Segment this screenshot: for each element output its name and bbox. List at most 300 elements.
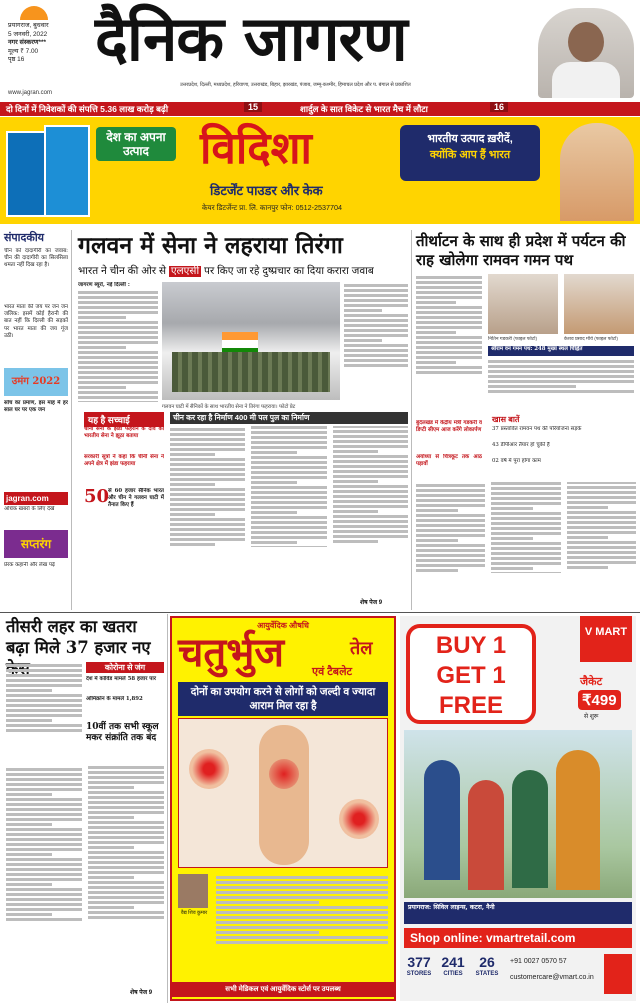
ticker-left[interactable]: दो दिनों में निवेशकों की संपत्ति 5.36 लाख करोड़ बढ़ी: [6, 104, 169, 114]
sidebar-saptrang-sub: प्रेरक कहानी और लेख पढ़ें: [4, 562, 55, 568]
covid-body-col-1: [6, 662, 82, 762]
sidebar-new-year: उमंग 2022: [4, 368, 68, 396]
text-line: [333, 455, 408, 458]
ad-right-box: [400, 125, 540, 181]
text-line: [216, 916, 388, 919]
text-line: [416, 544, 485, 547]
text-line: [491, 517, 560, 520]
text-line: [251, 466, 326, 469]
vmart-cities: 241: [441, 954, 465, 970]
text-line: [88, 766, 164, 769]
text-line: [416, 559, 485, 562]
vmart-address: प्रयागराज: सिविल लाइन्स, कटरा, नैनी: [404, 902, 632, 924]
detergent-packs: [6, 125, 92, 219]
newspaper-title: दैनिक जागरण: [95, 2, 407, 75]
text-line: [416, 554, 485, 557]
text-line: [251, 536, 326, 539]
galwan-photo[interactable]: [162, 282, 340, 400]
text-line: [6, 883, 52, 886]
text-line: [416, 549, 485, 552]
tourism-headline[interactable]: तीर्थाटन के साथ ही प्रदेश में पर्यटन की राह खोलेगा रामवन गमन पथ: [416, 232, 626, 269]
covid-headline[interactable]: तीसरी लहर का खतरा बढ़ा मिले 37 हजार नए: [6, 617, 151, 657]
text-line: [344, 349, 408, 352]
lead-subhead-pre: भारत ने चीन की ओर से: [78, 266, 169, 277]
text-line: [216, 941, 388, 944]
covid-continued[interactable]: शेष पेज 9: [130, 990, 153, 996]
text-line: [78, 326, 158, 329]
vmart-models-photo: [404, 730, 632, 898]
text-line: [344, 354, 408, 357]
tourism-body-col-1: [416, 274, 482, 414]
text-line: [216, 896, 388, 899]
sidebar: [0, 230, 70, 610]
text-line: [88, 791, 164, 794]
vmart-stores: 377: [407, 954, 431, 970]
text-line: [216, 891, 388, 894]
text-line: [170, 488, 245, 491]
text-line: [251, 541, 296, 544]
text-line: [416, 351, 482, 354]
text-line: [333, 530, 408, 533]
gadkari-caption: नितिन गडकरी (फाइल फोटो): [488, 337, 538, 342]
text-line: [88, 866, 164, 869]
vmart-url[interactable]: vmartretail.com: [486, 931, 576, 945]
text-line: [333, 440, 408, 443]
vmart-states-label: STATES: [475, 971, 499, 977]
text-line: [491, 527, 560, 530]
text-line: [6, 848, 82, 851]
vmart-bottom-logo: [604, 954, 632, 994]
text-line: [333, 435, 408, 438]
text-line: [333, 520, 408, 523]
text-line: [416, 361, 456, 364]
text-line: [333, 540, 378, 543]
text-line: [567, 551, 636, 554]
text-line: [416, 569, 458, 572]
text-line: [6, 664, 82, 667]
chaturbhuj-ad[interactable]: [170, 616, 396, 1001]
text-line: [88, 891, 164, 894]
text-line: [251, 461, 326, 464]
text-line: [567, 511, 636, 514]
text-line: [333, 510, 378, 513]
text-line: [333, 505, 408, 508]
text-line: [6, 823, 52, 826]
text-line: [567, 491, 636, 494]
text-line: [170, 453, 215, 456]
text-line: [6, 674, 82, 677]
text-line: [416, 514, 485, 517]
text-line: [170, 498, 245, 501]
text-line: [567, 506, 609, 509]
text-line: [416, 311, 482, 314]
tourism-body-col-2: [488, 358, 634, 408]
khas-header: खास बातें: [492, 415, 520, 424]
text-line: [78, 331, 158, 334]
text-line: [416, 489, 485, 492]
text-line: [216, 926, 388, 929]
text-line: [6, 853, 52, 856]
text-line: [251, 471, 326, 474]
vmart-states: 26: [479, 954, 495, 970]
text-line: [6, 918, 82, 921]
text-line: [251, 431, 326, 434]
text-line: [6, 888, 82, 891]
text-line: [416, 276, 482, 279]
covid-box-header: कोरोना से जंग: [86, 662, 164, 673]
text-line: [78, 356, 158, 359]
text-line: [6, 813, 82, 816]
text-line: [6, 913, 52, 916]
text-line: [416, 286, 482, 289]
text-line: [491, 562, 560, 565]
text-line: [170, 448, 245, 451]
lead-subhead-post: पर किए जा रहे दुष्प्रचार का दिया करारा जवाब: [201, 266, 374, 277]
text-line: [251, 426, 326, 429]
text-line: [567, 536, 609, 539]
text-line: [170, 503, 245, 506]
text-line: [488, 380, 634, 383]
text-line: [344, 339, 382, 342]
text-line: [6, 684, 82, 687]
vmart-email[interactable]: customercare@vmart.co.in: [510, 974, 594, 981]
text-line: [251, 491, 326, 494]
page-count: पृष्ठ 16: [8, 56, 25, 64]
ticker-right[interactable]: शार्दुल के सात विकेट से भारत मैच में लौटा: [300, 104, 428, 114]
lead-headline[interactable]: गलवन में सेना ने लहराया तिरंगा: [78, 232, 343, 259]
lead-body-lower: [170, 426, 408, 598]
text-line: [344, 344, 408, 347]
text-line: [491, 542, 560, 545]
edition: नगर संस्करण***: [8, 39, 46, 47]
text-line: [78, 396, 158, 399]
text-line: [88, 861, 164, 864]
vmart-phone[interactable]: +91 0027 0570 57: [510, 958, 567, 965]
text-line: [344, 294, 408, 297]
truth-point-1: चीनी सेना के झंडा फहराने के दावे को भारतीय सेना ने झूठा बताया: [84, 426, 164, 440]
covid-subhead[interactable]: 10वीं तक सभी स्कूल मकर संक्रांति तक बंद: [86, 722, 159, 743]
text-line: [6, 699, 82, 702]
khas-point-1: 37 प्रस्तावित रामवन पथ की परियोजना सड़कें: [492, 426, 582, 432]
text-line: [416, 281, 482, 284]
text-line: [251, 481, 296, 484]
text-line: [416, 499, 485, 502]
text-line: [88, 796, 164, 799]
text-line: [6, 898, 82, 901]
text-line: [344, 314, 408, 317]
text-line: [88, 806, 164, 809]
lead-subhead: [78, 264, 408, 278]
text-line: [416, 494, 485, 497]
sun-logo: [20, 6, 48, 20]
text-line: [88, 911, 164, 914]
text-line: [6, 669, 82, 672]
text-line: [170, 533, 245, 536]
chaturbhuj-top-label: आयुर्वेदिक औषधि: [257, 621, 309, 630]
text-line: [170, 508, 245, 511]
text-line: [567, 486, 636, 489]
website: www.jagran.com: [8, 90, 53, 96]
lead-body-col-3: [344, 282, 408, 402]
text-line: [6, 788, 82, 791]
text-line: [6, 778, 82, 781]
text-line: [6, 858, 82, 861]
text-line: [567, 566, 609, 569]
text-line: [88, 781, 164, 784]
price: मूल्य ₹ 7.00: [8, 47, 39, 55]
text-line: [251, 496, 326, 499]
text-line: [88, 881, 164, 884]
ad-product: डिटर्जेंट पाउडर और केक: [210, 183, 323, 198]
text-line: [491, 552, 560, 555]
text-line: [333, 495, 408, 498]
text-line: [344, 329, 408, 332]
vidisha-ad[interactable]: [0, 117, 640, 224]
vmart-stats: [404, 954, 504, 994]
text-line: [216, 911, 388, 914]
text-line: [6, 868, 82, 871]
maurya-photo: [564, 274, 634, 334]
text-line: [170, 528, 245, 531]
text-line: [88, 836, 164, 839]
text-line: [416, 331, 456, 334]
text-line: [416, 564, 485, 567]
text-line: [333, 445, 408, 448]
text-line: [251, 486, 326, 489]
galwan-caption: गलवन घाटी में सैनिकों के साथ भारतीय सेना ने तिरंगा फहराया। फोटो प्रेट: [162, 404, 296, 410]
tourism-highlight-2: बुंदेलखंड में केंद्रीय मंत्री गडकरी व डिप्टी सीएम आज करेंगे लोकार्पण: [416, 420, 482, 434]
text-line: [78, 401, 158, 402]
text-line: [491, 567, 533, 570]
text-line: [251, 531, 326, 534]
text-line: [78, 321, 158, 324]
text-line: [88, 841, 164, 844]
text-line: [6, 793, 52, 796]
text-line: [78, 381, 158, 384]
lead-continued[interactable]: शेष पेज 9: [360, 600, 383, 606]
text-line: [88, 771, 164, 774]
text-line: [170, 468, 245, 471]
text-line: [216, 906, 388, 909]
text-line: [6, 798, 82, 801]
text-line: [416, 366, 482, 369]
text-line: [333, 480, 378, 483]
text-line: [88, 811, 164, 814]
text-line: [78, 361, 158, 364]
text-line: [88, 821, 164, 824]
text-line: [6, 719, 52, 722]
text-line: [88, 801, 164, 804]
text-line: [170, 538, 245, 541]
text-line: [416, 519, 485, 522]
text-line: [6, 808, 82, 811]
date: 5 जनवरी, 2022: [8, 30, 48, 38]
text-line: [78, 296, 158, 299]
sidebar-jagran-sub: अधिक खबरों के लिए देखें: [4, 506, 55, 512]
text-line: [6, 908, 82, 911]
text-line: [88, 786, 134, 789]
text-line: [344, 289, 408, 292]
text-line: [170, 483, 215, 486]
text-line: [88, 846, 134, 849]
text-line: [216, 886, 388, 889]
text-line: [78, 391, 158, 394]
text-line: [78, 341, 158, 344]
text-line: [78, 311, 158, 314]
covid-box-point-2: ओमिक्रोन के मामले 1,892: [86, 696, 143, 702]
text-line: [6, 709, 82, 712]
text-line: [251, 456, 326, 459]
text-line: [333, 525, 408, 528]
text-line: [567, 541, 636, 544]
text-line: [216, 876, 388, 879]
text-line: [88, 851, 164, 854]
text-line: [416, 336, 482, 339]
text-line: [344, 324, 408, 327]
vmart-offer-2: GET 1: [436, 662, 506, 689]
text-line: [333, 515, 408, 518]
text-line: [416, 291, 482, 294]
chaturbhuj-brand: चतुर्भुज: [178, 629, 284, 676]
text-line: [78, 291, 158, 294]
stat-text: से 60 हजार सैनिक भारत और चीन ने गलवन घाटी में तैनात किए हैं: [108, 488, 164, 509]
text-line: [251, 451, 296, 454]
text-line: [344, 304, 408, 307]
ad-company: केयर डिटर्जेन्ट प्रा. लि. कानपुर फोन: 0512-2537704: [202, 203, 342, 212]
lead-subhead-highlight: एलएसी: [170, 266, 200, 277]
truth-point-2: सरकारी सूत्रों ने कहा कि चीनी सेना ने अपने क्षेत्र में झंडा फहराया: [84, 454, 164, 468]
doctor-name: वैद्य शिव कुमार: [180, 910, 208, 916]
text-line: [88, 901, 164, 904]
text-line: [416, 341, 482, 344]
text-line: [416, 356, 482, 359]
text-line: [78, 366, 158, 369]
text-line: [216, 881, 388, 884]
vmart-logo: V MART: [580, 616, 632, 662]
text-line: [488, 390, 634, 393]
text-line: [344, 284, 408, 287]
cricketer-photo: [538, 8, 634, 98]
chaturbhuj-bottom: सभी मेडिकल एवं आयुर्वेदिक स्टोर्स पर उपलब्ध: [172, 982, 394, 997]
ticker-left-page: 15: [244, 102, 262, 112]
text-line: [78, 336, 158, 339]
vmart-price-suffix: से शुरू: [584, 714, 599, 720]
sidebar-header: संपादकीय: [4, 232, 45, 244]
text-line: [88, 776, 164, 779]
ad-model-photo: [560, 123, 634, 221]
chaturbhuj-suffix-2: एवं टैबलेट: [312, 666, 353, 678]
text-line: [170, 523, 245, 526]
ad-brand: विदिशा: [200, 123, 312, 174]
text-line: [6, 843, 82, 846]
tourism-body-lower: [416, 482, 636, 606]
text-line: [170, 458, 245, 461]
sidebar-editorial-1[interactable]: चीन को दादागीरी का जवाब: चीन की दादागीरी का सिलसिला थमता नहीं दिख रहा है।: [4, 248, 68, 269]
text-line: [88, 816, 134, 819]
text-line: [170, 433, 245, 436]
text-line: [6, 833, 82, 836]
text-line: [170, 443, 245, 446]
text-line: [88, 831, 164, 834]
text-line: [416, 484, 485, 487]
text-line: [88, 906, 134, 909]
text-line: [88, 856, 164, 859]
text-line: [344, 309, 382, 312]
sidebar-saptrang[interactable]: सप्तरंग: [4, 530, 68, 558]
text-line: [491, 507, 533, 510]
text-line: [491, 547, 560, 550]
text-line: [251, 506, 326, 509]
vmart-ad[interactable]: [400, 616, 636, 1001]
text-line: [251, 526, 326, 529]
text-line: [6, 783, 82, 786]
text-line: [251, 511, 296, 514]
vmart-offer-3: FREE: [438, 692, 503, 719]
tourism-highlight-3: अयोध्या से चित्रकूट तक आठ पड़ावों: [416, 454, 482, 468]
text-line: [416, 539, 458, 542]
ticker-bar: [0, 102, 640, 116]
lead-body-text: [78, 291, 158, 359]
text-line: [567, 546, 636, 549]
ad-slogan: देश का अपना उत्पाद: [96, 127, 176, 161]
text-line: [216, 921, 388, 924]
text-line: [6, 724, 82, 727]
text-line: [6, 694, 82, 697]
text-line: [78, 386, 126, 389]
text-line: [333, 490, 408, 493]
vmart-shop-online-bar[interactable]: [404, 928, 632, 948]
text-line: [491, 537, 533, 540]
vmart-price: ₹499: [578, 690, 621, 710]
text-line: [6, 704, 82, 707]
sidebar-item-3[interactable]: सोच का प्रमाण, इस माह में हर साल घर पर एक जन: [4, 400, 68, 414]
text-line: [567, 501, 636, 504]
text-line: [251, 516, 326, 519]
text-line: [78, 376, 158, 379]
text-line: [6, 679, 82, 682]
text-line: [170, 478, 245, 481]
sidebar-editorial-2[interactable]: भारत माता की जय पर जन जन जलिक: इसमें कोई हैरानी की बात नहीं कि दिल्ली की सड़कों पर भारत माता की जय गूंज उठी।: [4, 304, 68, 339]
text-line: [170, 438, 245, 441]
text-line: [567, 556, 636, 559]
text-line: [216, 931, 319, 934]
text-line: [416, 346, 482, 349]
tourism-highlight-1: श्रीराम वन गमन पथ: 248 मुख्य स्थल चिह्नित: [488, 346, 634, 356]
text-line: [333, 430, 408, 433]
text-line: [416, 534, 485, 537]
text-line: [416, 316, 482, 319]
text-line: [88, 871, 164, 874]
text-line: [88, 886, 164, 889]
text-line: [78, 306, 158, 309]
sidebar-jagran-com[interactable]: jagran.com: [4, 492, 68, 505]
text-line: [170, 428, 245, 431]
doctor-photo: [178, 874, 208, 908]
ad-right-slogan-1: भारतीय उत्पाद ख़रीदें,: [427, 133, 513, 145]
text-line: [78, 301, 158, 304]
text-line: [416, 326, 482, 329]
bridge-header: चीन कर रहा है निर्माण 400 मी पल पुल का निर्माण: [170, 412, 408, 424]
text-line: [491, 512, 560, 515]
text-line: [6, 818, 82, 821]
text-line: [344, 364, 408, 367]
edition-city: प्रयागराज, बुधवार: [8, 22, 49, 29]
text-line: [6, 689, 52, 692]
text-line: [216, 936, 388, 939]
text-line: [567, 496, 636, 499]
text-line: [333, 460, 408, 463]
text-line: [6, 828, 82, 831]
